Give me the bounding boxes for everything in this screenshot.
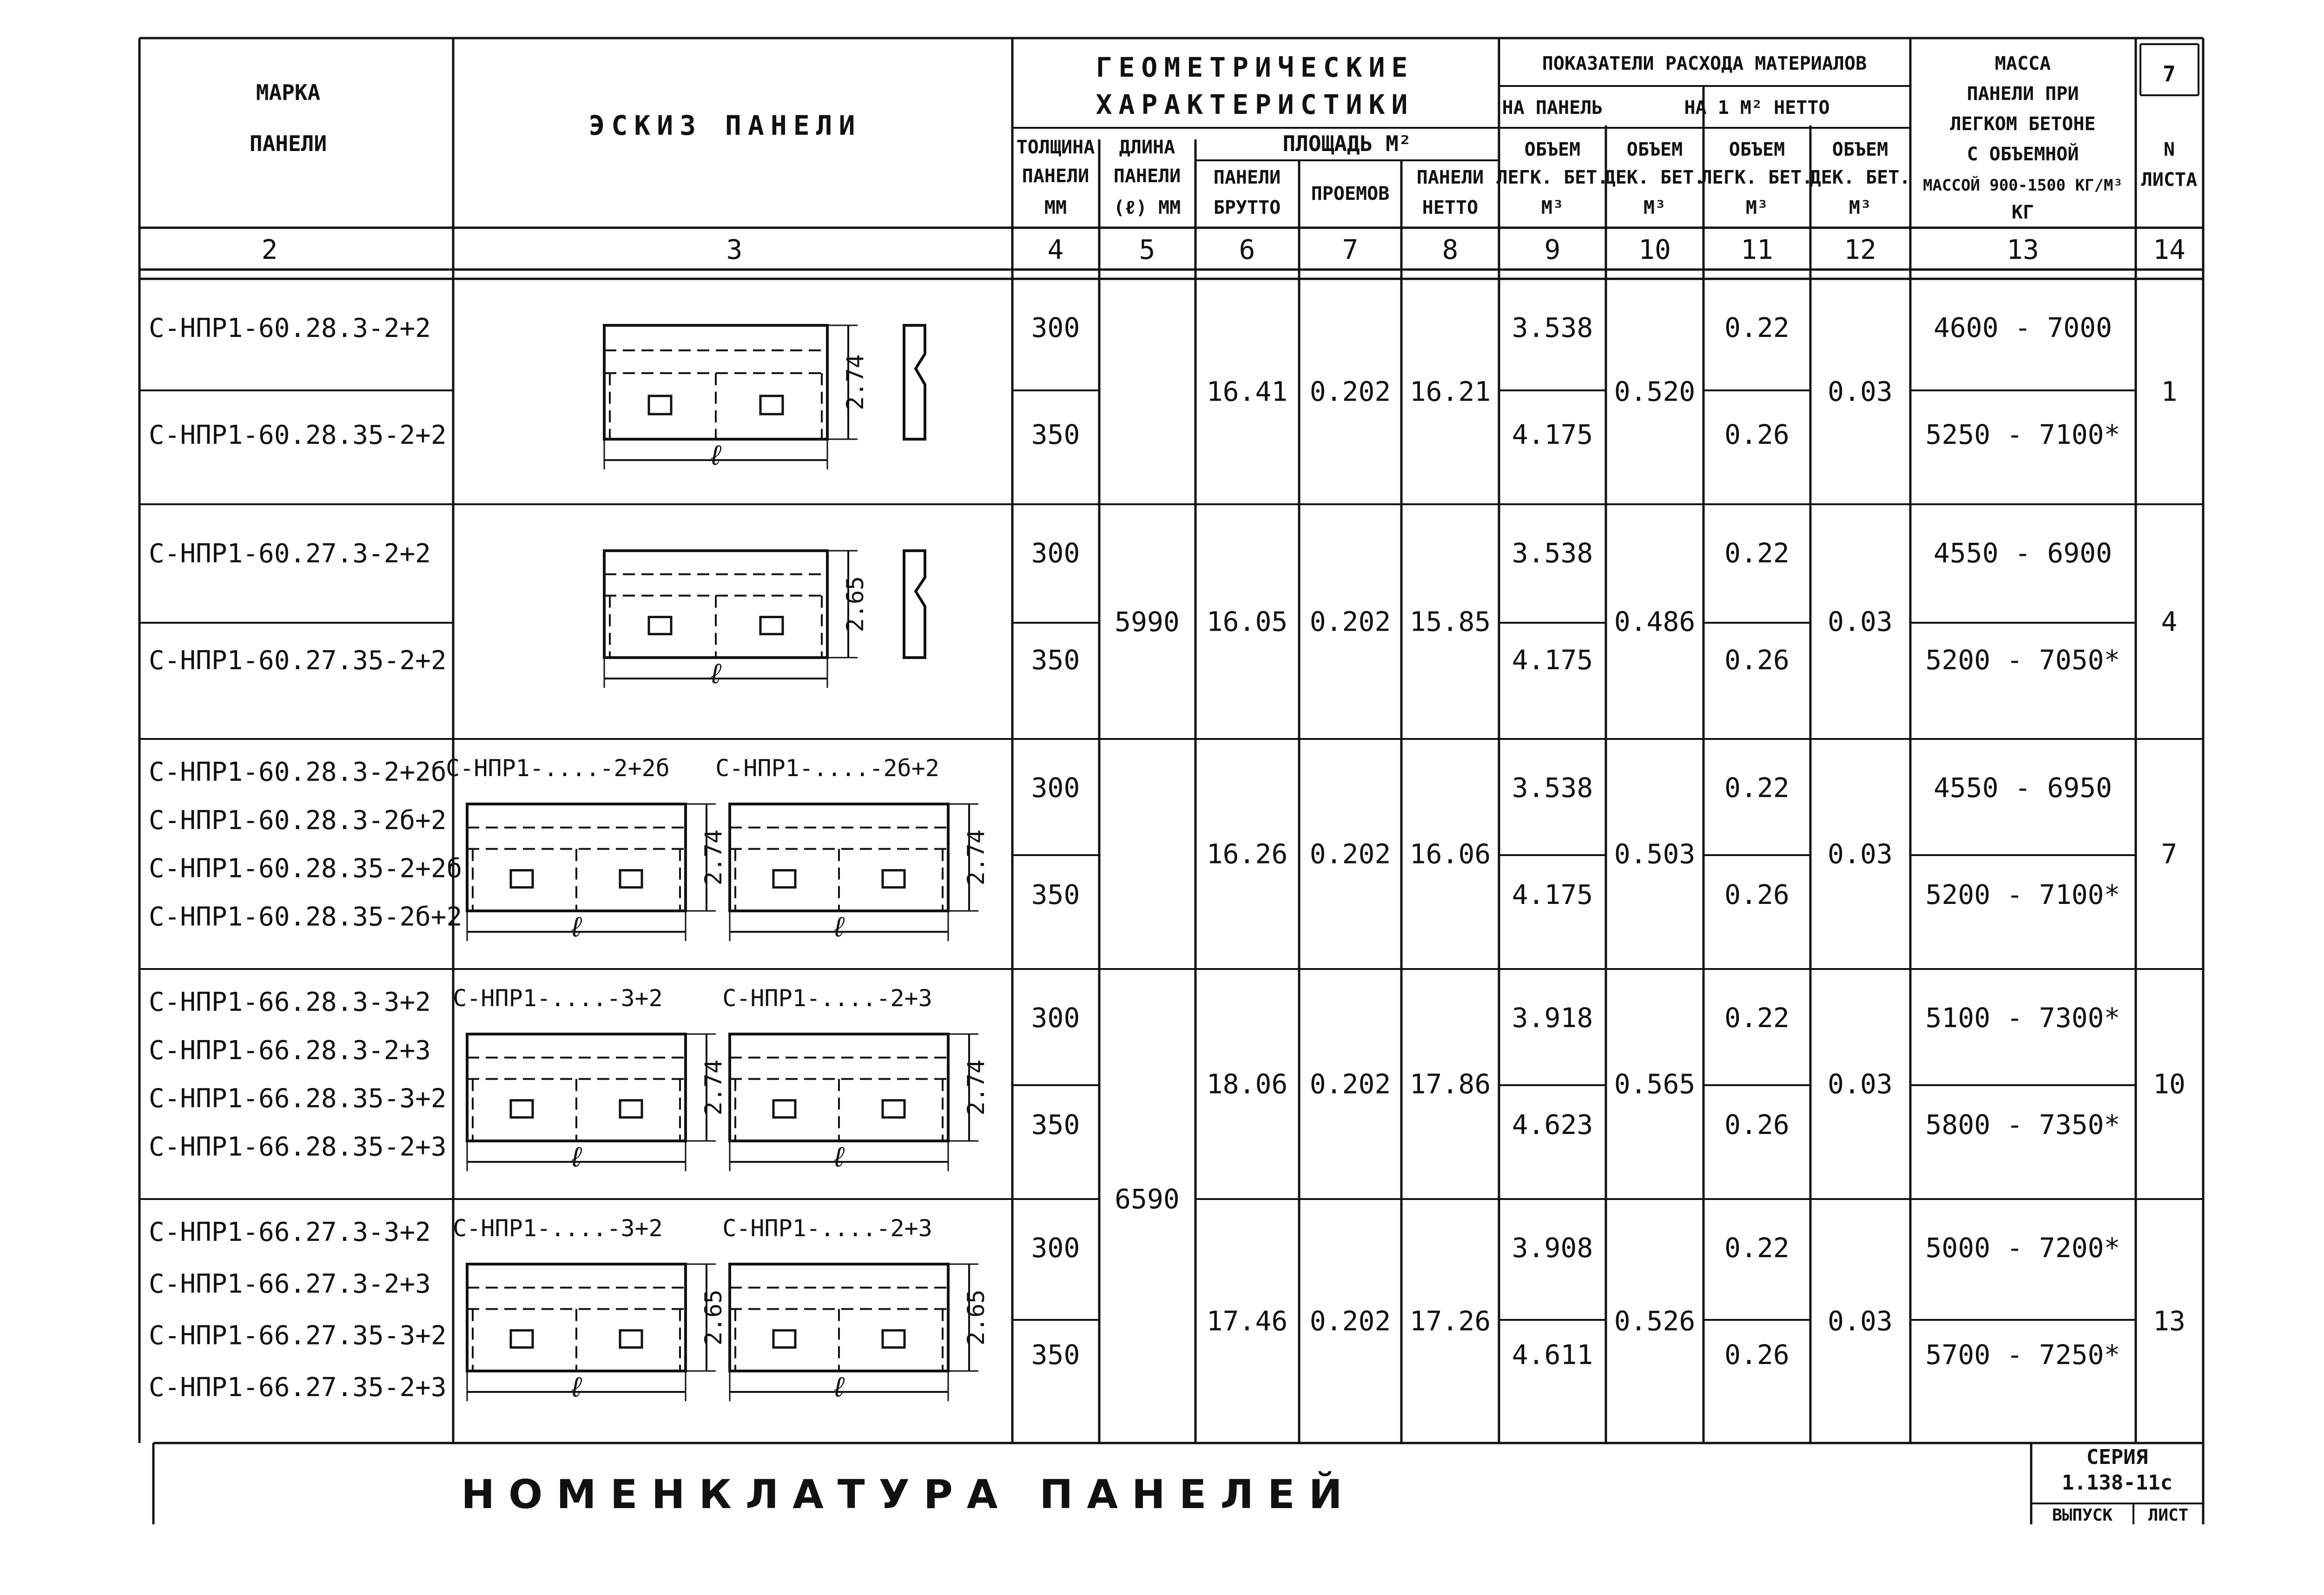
mass-range: 5000 - 7200*: [1925, 1232, 2120, 1264]
mass-range: 4550 - 6900: [1933, 537, 2113, 569]
window-opening: [649, 617, 671, 634]
sheet-number: 10: [2153, 1068, 2185, 1100]
header-geom-2: ХАРАКТЕРИСТИКИ: [1096, 89, 1414, 120]
vol-light-value: 4.175: [1512, 419, 1593, 450]
length-symbol: ℓ: [830, 1371, 848, 1404]
mass-range: 5700 - 7250*: [1925, 1339, 2120, 1371]
net-area: 17.26: [1409, 1305, 1491, 1337]
panel-sketch: [604, 325, 925, 472]
series-sheet: ЛИСТ: [2148, 1506, 2189, 1525]
panel-mark: С-НПР1-66.27.3-3+2: [149, 1217, 431, 1247]
thickness-value: 300: [1031, 312, 1080, 343]
window-opening: [773, 1331, 795, 1348]
openings-area: 0.202: [1309, 1068, 1391, 1100]
window-opening: [620, 1101, 642, 1118]
length-value-6590: 6590: [1115, 1183, 1180, 1215]
window-opening: [760, 617, 783, 634]
vol-light-value: 4.175: [1512, 879, 1593, 910]
mass-range: 5200 - 7100*: [1925, 879, 2120, 910]
thickness-value: 300: [1031, 1232, 1080, 1264]
vol-light-m2-value: 0.22: [1724, 1002, 1789, 1034]
length-symbol: ℓ: [568, 1141, 585, 1173]
gross-area: 16.41: [1206, 376, 1288, 408]
thickness-value: 350: [1031, 419, 1080, 450]
gross-area: 16.05: [1206, 606, 1288, 638]
series-label: СЕРИЯ: [2086, 1445, 2148, 1469]
openings-area: 0.202: [1309, 838, 1391, 870]
vol-light-value: 3.918: [1512, 1002, 1593, 1034]
header-net-1: ПАНЕЛИ: [1416, 167, 1484, 188]
vol-light-m2-value: 0.22: [1724, 312, 1789, 343]
height-label: 2.74: [700, 829, 727, 886]
header-vol-dec-2: ДЕК. БЕТ.: [1604, 167, 1705, 188]
vol-light-value: 3.538: [1512, 312, 1593, 343]
thickness-value: 300: [1031, 537, 1080, 569]
panel-sketch: [730, 1264, 990, 1404]
header-per-panel: НА ПАНЕЛЬ: [1502, 97, 1603, 119]
length-symbol: ℓ: [568, 911, 585, 943]
table-header: [250, 52, 2197, 223]
panel-sketch: [467, 1264, 727, 1404]
panel-mark: С-НПР1-60.28.3-2б+2: [149, 805, 447, 836]
vol-light-value: 4.175: [1512, 644, 1593, 676]
header-vol-light-1: ОБЪЕМ: [1524, 139, 1581, 160]
col-num-5: 5: [1139, 234, 1155, 265]
header-sketch: ЭСКИЗ ПАНЕЛИ: [588, 110, 862, 141]
length-symbol: ℓ: [568, 1371, 585, 1404]
vol-dec-m2-value: 0.03: [1828, 1305, 1893, 1337]
window-opening: [883, 870, 905, 888]
header-mark-1: МАРКА: [256, 80, 321, 105]
gross-area: 17.46: [1206, 1305, 1288, 1337]
header-mass-2: ПАНЕЛИ ПРИ: [1967, 83, 2079, 105]
vol-light-m2-value: 0.26: [1724, 1109, 1789, 1140]
series-value: 1.138-11с: [2061, 1471, 2173, 1495]
header-vol-dec-m2-2: ДЕК. БЕТ.: [1809, 167, 1911, 188]
panel-mark: С-НПР1-66.28.3-3+2: [149, 987, 431, 1017]
mass-range: 4600 - 7000: [1933, 312, 2113, 343]
height-label: 2.74: [842, 354, 869, 410]
page-title: НОМЕНКЛАТУРА ПАНЕЛЕЙ: [461, 1471, 1356, 1518]
panel-mark: С-НПР1-66.27.35-3+2: [149, 1320, 447, 1351]
panel-sketches: [467, 325, 990, 1404]
panel-profile-section: [904, 551, 925, 658]
col-num-12: 12: [1844, 234, 1876, 265]
sketch-variant-label: С-НПР1-....-2+3: [722, 1215, 932, 1242]
col-num-4: 4: [1047, 234, 1064, 265]
header-mass-6: КГ: [2011, 202, 2034, 223]
vol-light-m2-value: 0.26: [1724, 879, 1789, 910]
header-mass-4: С ОБЪЕМНОЙ: [1967, 144, 2079, 165]
thickness-value: 300: [1031, 1002, 1080, 1034]
net-area: 16.21: [1409, 376, 1491, 408]
thickness-value: 350: [1031, 1109, 1080, 1140]
col-num-7: 7: [1342, 234, 1359, 265]
sketch-variant-label: С-НПР1-....-2б+2: [715, 755, 939, 782]
panel-mark: С-НПР1-60.27.3-2+2: [149, 539, 431, 569]
header-sheet-1: N: [2163, 139, 2175, 160]
panel-profile-section: [904, 325, 925, 439]
header-mass-3: ЛЕГКОМ БЕТОНЕ: [1950, 113, 2096, 135]
header-vol-light-m2-1: ОБЪЕМ: [1729, 139, 1785, 160]
panel-mark: С-НПР1-66.28.3-2+3: [149, 1035, 431, 1066]
col-num-11: 11: [1741, 234, 1773, 265]
net-area: 17.86: [1409, 1068, 1491, 1100]
window-opening: [511, 1331, 533, 1348]
column-numbers: [262, 234, 2185, 265]
panel-mark: С-НПР1-66.27.35-2+3: [149, 1372, 447, 1403]
sheet-number: 1: [2161, 376, 2178, 408]
vol-dec-value: 0.526: [1614, 1305, 1696, 1337]
header-vol-light-m2-2: ЛЕГК. БЕТ.: [1701, 167, 1813, 188]
vol-light-m2-value: 0.22: [1724, 537, 1789, 569]
panel-mark: С-НПР1-60.28.35-2б+2: [149, 902, 462, 932]
header-vol-light-3: М³: [1541, 197, 1564, 218]
vol-dec-m2-value: 0.03: [1828, 1068, 1893, 1100]
thickness-value: 350: [1031, 1339, 1080, 1371]
header-thickness-2: ПАНЕЛИ: [1022, 165, 1089, 187]
height-label: 2.65: [963, 1289, 990, 1346]
vol-dec-value: 0.503: [1614, 838, 1696, 870]
height-label: 2.65: [700, 1289, 727, 1346]
panel-mark: С-НПР1-60.28.3-2+2: [149, 313, 431, 343]
header-sheet-2: ЛИСТА: [2141, 169, 2198, 191]
panel-sketch: [730, 804, 990, 943]
vol-light-value: 3.538: [1512, 772, 1593, 804]
window-opening: [760, 396, 783, 414]
panel-mark: С-НПР1-60.28.35-2+2: [149, 420, 447, 450]
header-mass-5: МАССОЙ 900-1500 КГ/М³: [1923, 176, 2123, 195]
header-mass-1: МАССА: [1994, 53, 2051, 74]
vol-light-m2-value: 0.22: [1724, 1232, 1789, 1264]
height-label: 2.74: [963, 1059, 990, 1116]
sheet-number: 4: [2161, 606, 2178, 638]
header-net-2: НЕТТО: [1422, 197, 1479, 218]
panel-sketch: [467, 1034, 727, 1173]
window-opening: [649, 396, 671, 414]
col-num-9: 9: [1544, 234, 1561, 265]
header-thickness-3: ММ: [1044, 197, 1067, 218]
window-opening: [620, 870, 642, 888]
column-lines: [453, 38, 2136, 1443]
window-opening: [620, 1331, 642, 1348]
length-symbol: ℓ: [707, 658, 725, 690]
window-opening: [511, 1101, 533, 1118]
mass-range: 5800 - 7350*: [1925, 1109, 2120, 1140]
vol-dec-m2-value: 0.03: [1828, 376, 1893, 408]
window-opening: [773, 1101, 795, 1118]
openings-area: 0.202: [1309, 606, 1391, 638]
vol-light-m2-value: 0.26: [1724, 419, 1789, 450]
mass-range: 5200 - 7050*: [1925, 644, 2120, 676]
length-symbol: ℓ: [830, 1141, 848, 1173]
col-num-13: 13: [2007, 234, 2039, 265]
sketch-variant-label: С-НПР1-....-2+3: [722, 985, 932, 1012]
header-openings: ПРОЕМОВ: [1311, 183, 1390, 204]
vol-dec-m2-value: 0.03: [1828, 606, 1893, 638]
sketch-variant-label: С-НПР1-....-3+2: [453, 1215, 663, 1242]
window-opening: [511, 870, 533, 888]
height-label: 2.74: [700, 1059, 727, 1116]
window-opening: [883, 1331, 905, 1348]
header-consumption: ПОКАЗАТЕЛИ РАСХОДА МАТЕРИАЛОВ: [1542, 53, 1867, 74]
header-length-3: (ℓ) ММ: [1113, 197, 1181, 218]
header-vol-dec-1: ОБЪЕМ: [1626, 139, 1683, 160]
sheet-tag: 7: [2163, 61, 2176, 86]
panel-mark: С-НПР1-66.27.3-2+3: [149, 1269, 431, 1299]
vol-light-m2-value: 0.22: [1724, 772, 1789, 804]
header-vol-light-m2-3: М³: [1745, 197, 1769, 218]
vol-light-m2-value: 0.26: [1724, 1339, 1789, 1371]
length-symbol: ℓ: [707, 439, 725, 472]
header-per-m2: НА 1 М² НЕТТО: [1684, 97, 1830, 119]
vol-light-value: 4.623: [1512, 1109, 1593, 1140]
panel-mark: С-НПР1-66.28.35-2+3: [149, 1132, 447, 1162]
header-vol-light-2: ЛЕГК. БЕТ.: [1496, 167, 1609, 188]
panel-sketch: [467, 804, 727, 943]
vol-light-value: 3.908: [1512, 1232, 1593, 1264]
gross-area: 16.26: [1206, 838, 1288, 870]
header-area: ПЛОЩАДЬ М²: [1282, 131, 1412, 156]
window-opening: [883, 1101, 905, 1118]
openings-area: 0.202: [1309, 376, 1391, 408]
vol-light-value: 3.538: [1512, 537, 1593, 569]
col-num-6: 6: [1239, 234, 1255, 265]
panel-mark: С-НПР1-60.27.35-2+2: [149, 646, 447, 676]
col-num-3: 3: [726, 234, 743, 265]
vol-light-value: 4.611: [1512, 1339, 1593, 1371]
mass-range: 4550 - 6950: [1933, 772, 2113, 804]
length-symbol: ℓ: [830, 911, 848, 943]
col-num-2: 2: [261, 234, 278, 265]
vol-dec-value: 0.520: [1614, 376, 1696, 408]
sheet-number: 13: [2153, 1305, 2185, 1337]
col-num-10: 10: [1638, 234, 1671, 265]
panel-mark: С-НПР1-66.28.35-3+2: [149, 1083, 447, 1114]
header-vol-dec-3: М³: [1643, 197, 1666, 218]
height-label: 2.65: [842, 576, 869, 633]
panel-mark: С-НПР1-60.28.35-2+2б: [149, 853, 462, 884]
col-num-8: 8: [1442, 234, 1459, 265]
panel-sketch: [730, 1034, 990, 1173]
length-value-5990: 5990: [1115, 606, 1180, 638]
thickness-value: 350: [1031, 879, 1080, 910]
gross-area: 18.06: [1206, 1068, 1288, 1100]
sketch-variant-label: С-НПР1-....-2+2б: [446, 755, 670, 782]
series-block: [2031, 1443, 2203, 1525]
vol-dec-value: 0.565: [1614, 1068, 1696, 1100]
panel-sketch: [604, 551, 925, 690]
thickness-value: 300: [1031, 772, 1080, 804]
header-vol-dec-m2-1: ОБЪЕМ: [1832, 139, 1888, 160]
vol-dec-value: 0.486: [1614, 606, 1696, 638]
openings-area: 0.202: [1309, 1305, 1391, 1337]
sheet-number: 7: [2161, 838, 2178, 870]
header-vol-dec-m2-3: М³: [1849, 197, 1872, 218]
mass-range: 5250 - 7100*: [1925, 419, 2120, 450]
header-gross-1: ПАНЕЛИ: [1213, 167, 1281, 188]
net-area: 15.85: [1409, 606, 1491, 638]
panel-mark: С-НПР1-60.28.3-2+2б: [149, 757, 447, 787]
header-geom-1: ГЕОМЕТРИЧЕСКИЕ: [1096, 52, 1414, 83]
header-thickness-1: ТОЛЩИНА: [1016, 137, 1095, 158]
window-opening: [773, 870, 795, 888]
vol-light-m2-value: 0.26: [1724, 644, 1789, 676]
height-label: 2.74: [963, 829, 990, 886]
header-length-2: ПАНЕЛИ: [1113, 165, 1181, 187]
header-gross-2: БРУТТО: [1213, 197, 1281, 218]
series-issue: ВЫПУСК: [2052, 1506, 2113, 1525]
header-length-1: ДЛИНА: [1119, 137, 1175, 158]
col-num-14: 14: [2153, 234, 2185, 265]
vol-dec-m2-value: 0.03: [1828, 838, 1893, 870]
sketch-variant-label: С-НПР1-....-3+2: [453, 985, 663, 1012]
net-area: 16.06: [1409, 838, 1491, 870]
thickness-value: 350: [1031, 644, 1080, 676]
mass-range: 5100 - 7300*: [1925, 1002, 2120, 1034]
header-mark-2: ПАНЕЛИ: [249, 131, 327, 156]
